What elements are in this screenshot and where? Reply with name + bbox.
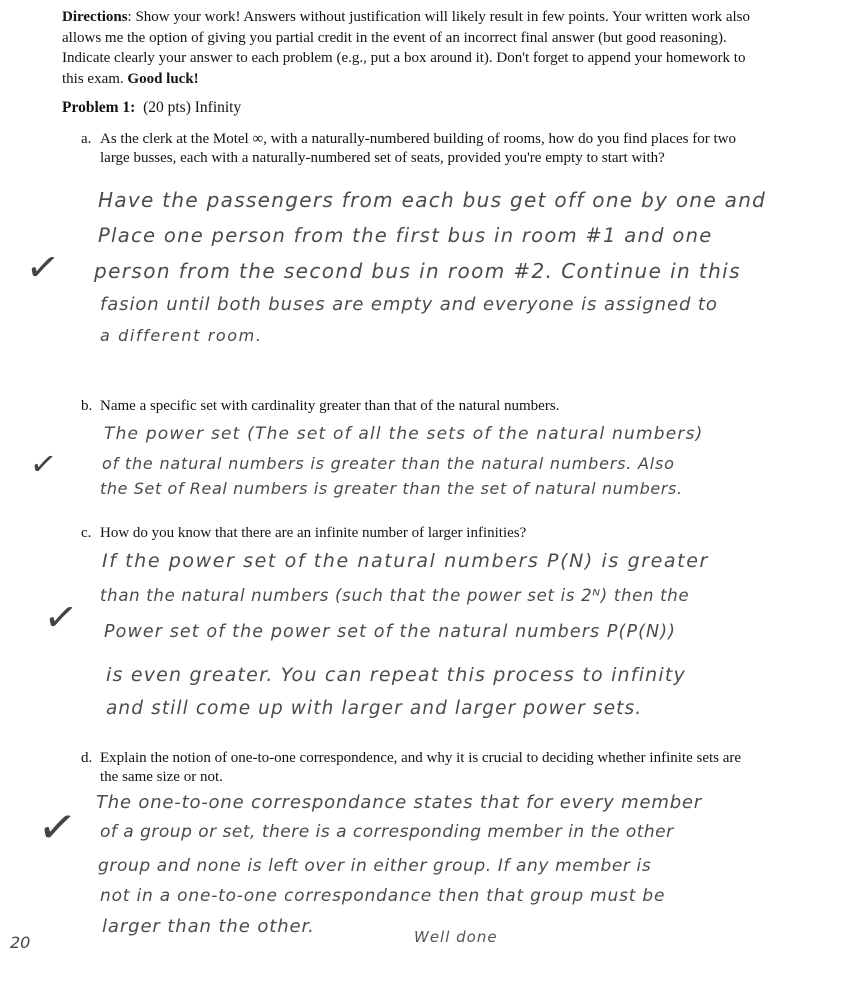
answer-d-line-2: of a group or set, there is a corresponding member in the other: [100, 822, 674, 842]
answer-d-line-5: larger than the other.: [102, 916, 315, 937]
grader-check-mark: ✓: [27, 443, 60, 485]
grader-score: 20: [10, 933, 31, 952]
question-text: How do you know that there are an infinite number of larger infinities?: [100, 525, 527, 541]
answer-b-line-3: the Set of Real numbers is greater than the set of natural numbers.: [100, 479, 683, 498]
question-text: Explain the notion of one-to-one correspondence, and why it is crucial to deciding whether infinite sets are the same size or not.: [100, 750, 742, 785]
question-text: As the clerk at the Motel ∞, with a naturally-numbered building of rooms, how do you find places for two large busses, each with a naturally-numbered set of seats, provided you're empty to start with?: [100, 131, 736, 166]
question-d: [81, 749, 750, 787]
directions-label: Directions: [62, 9, 128, 25]
answer-d-line-4: not in a one-to-one correspondance then that group must be: [100, 886, 666, 906]
question-a: [81, 130, 750, 168]
answer-a-line-3: person from the second bus in room #2. Continue in this: [94, 259, 741, 283]
problem-points: (20 pts) Infinity: [143, 99, 242, 116]
question-text: Name a specific set with cardinality greater than that of the natural numbers.: [100, 398, 560, 414]
question-letter: d.: [81, 750, 93, 766]
answer-c-line-4: is even greater. You can repeat this process to infinity: [106, 664, 686, 686]
question-c: [81, 524, 750, 543]
answer-c-line-2: than the natural numbers (such that the power set is 2ᴺ) then the: [100, 586, 690, 605]
answer-c-line-1: If the power set of the natural numbers P(N) is greater: [102, 550, 709, 572]
directions-text: : Show your work! Answers without justification will likely result in few points. Your written work also allows me the option of giving you partial credit in the event of an incorrect final answer (but good reasoning). Indicate clearly your answer to each problem (e.g., put a box around it). Don't forget to append your homework to this exam.: [62, 9, 751, 87]
grader-check-mark: ✓: [34, 797, 81, 857]
answer-d-line-1: The one-to-one correspondance states that for every member: [96, 792, 702, 813]
answer-a-line-2: Place one person from the first bus in room #1 and one: [98, 224, 713, 247]
problem-heading: [62, 98, 241, 119]
problem-label: Problem 1:: [62, 99, 136, 116]
answer-a-line-1: Have the passengers from each bus get off one by one and: [98, 188, 767, 212]
question-b: [81, 397, 750, 416]
question-letter: a.: [81, 131, 92, 147]
directions-paragraph: [62, 7, 752, 89]
answer-c-line-5: and still come up with larger and larger power sets.: [106, 698, 643, 719]
answer-d-line-3: group and none is left over in either group. If any member is: [98, 856, 652, 876]
grader-check-mark: ✓: [22, 242, 63, 294]
answer-c-line-3: Power set of the power set of the natural numbers P(P(N)): [104, 622, 677, 642]
question-letter: b.: [81, 398, 93, 414]
answer-a-line-5: a different room.: [100, 326, 263, 345]
answer-b-line-1: The power set (The set of all the sets of the natural numbers): [104, 424, 704, 444]
grader-check-mark: ✓: [40, 592, 81, 644]
answer-a-line-4: fasion until both buses are empty and everyone is assigned to: [100, 294, 718, 315]
good-luck-text: Good luck!: [127, 70, 199, 87]
question-letter: c.: [81, 525, 92, 541]
answer-b-line-2: of the natural numbers is greater than the natural numbers. Also: [102, 454, 675, 473]
grader-comment: Well done: [414, 928, 498, 946]
